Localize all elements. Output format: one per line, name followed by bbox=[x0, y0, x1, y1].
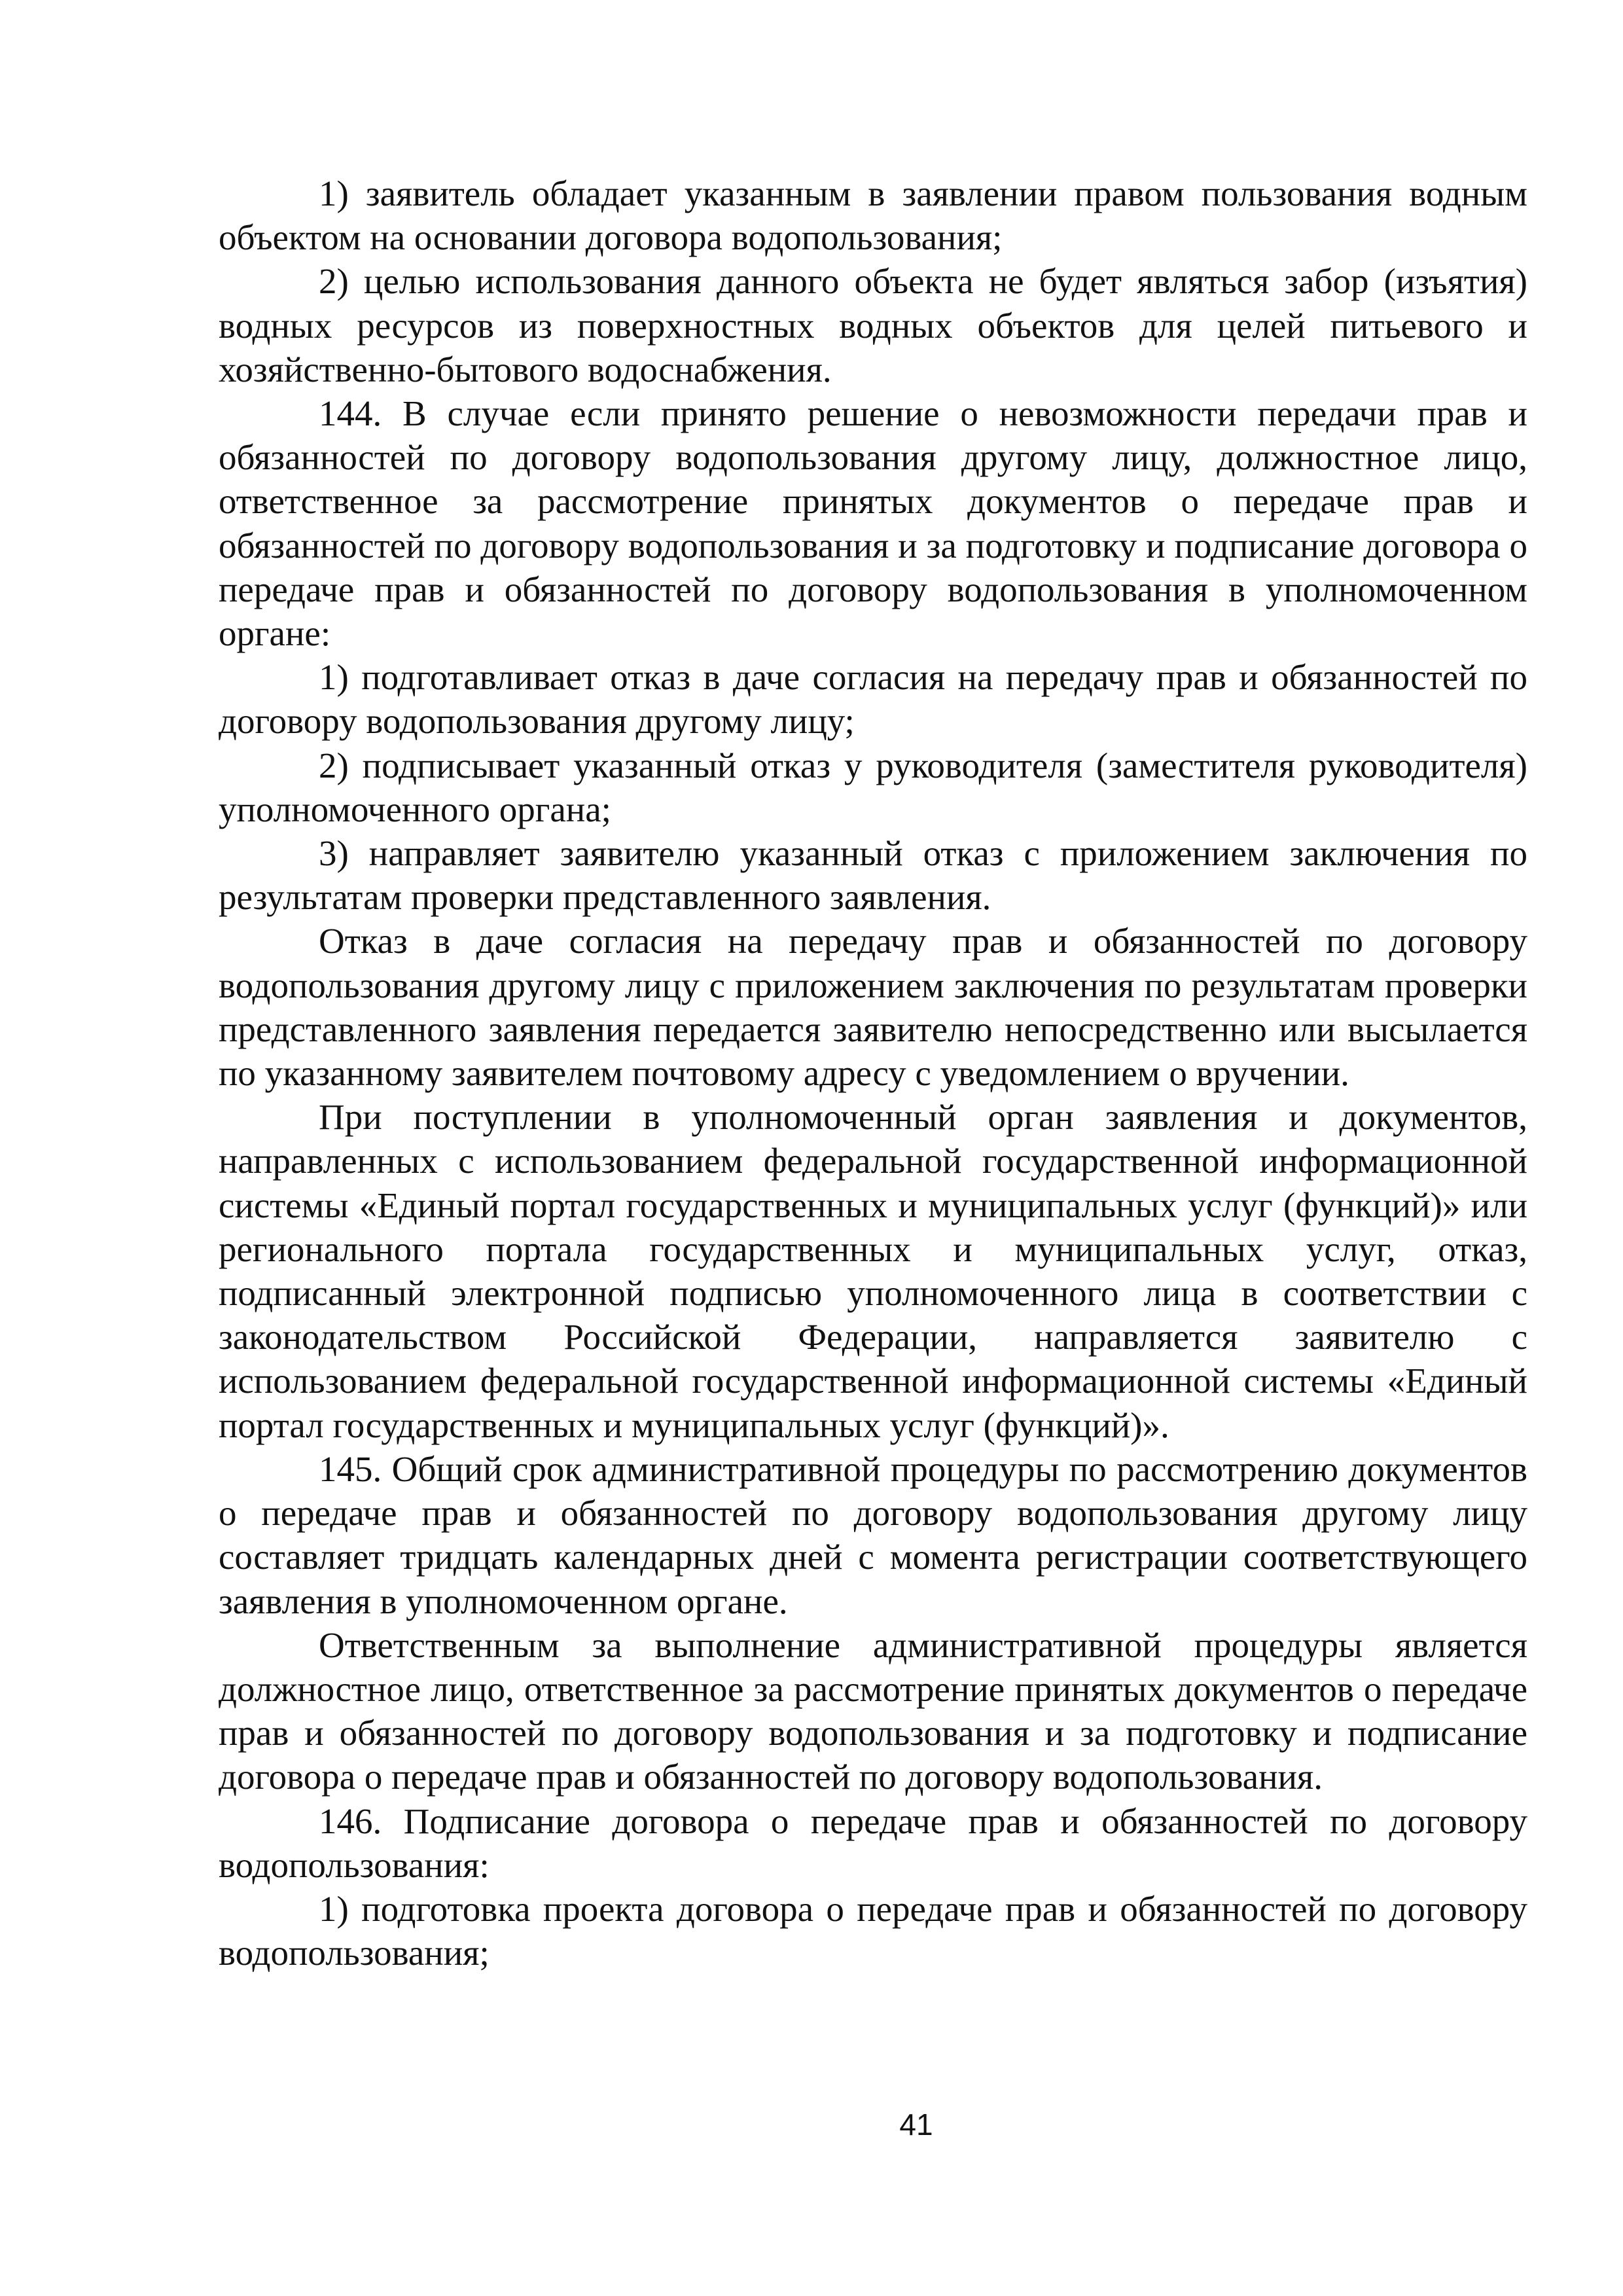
paragraph-electronic-delivery: При поступлении в уполномоченный орган заявления и документов, направленных с использованием федеральной государственной информационной системы «Единый портал государственных и муниципальных услуг (функций)» или регионального портала государственных и муниципальных услуг, отказ, подписанный электронной подписью уполномоченного лица в соответствии с законодательством Российской Федерации, направляется заявителю с использованием федеральной государственной информационной системы «Единый портал государственных и муниципальных услуг (функций)». bbox=[219, 1097, 1527, 1445]
paragraph-section-144: 144. В случае если принято решение о невозможности передачи прав и обязанностей по договору водопользования другому лицу, должностное лицо, ответственное за рассмотрение принятых документов о передаче прав и обязанностей по договору водопользования и за подготовку и подписание договора о передаче прав и обязанностей по договору водопользования в уполномоченном органе: bbox=[219, 393, 1527, 654]
paragraph-item-1: 1) заявитель обладает указанным в заявлении правом пользования водным объектом на основании договора водопользования; bbox=[219, 173, 1527, 258]
paragraph-refusal-delivery: Отказ в даче согласия на передачу прав и обязанностей по договору водопользования другому лицу с приложением заключения по результатам проверки представленного заявления передается заявителю непосредственно или высылается по указанному заявителем почтовому адресу с уведомлением о вручении. bbox=[219, 921, 1527, 1094]
paragraph-section-146: 146. Подписание договора о передаче прав и обязанностей по договору водопользования: bbox=[219, 1801, 1527, 1885]
paragraph-144-item-1: 1) подготавливает отказ в даче согласия на передачу прав и обязанностей по договору водопользования другому лицу; bbox=[219, 657, 1527, 742]
page-number: 41 bbox=[899, 2108, 933, 2142]
paragraph-item-2: 2) целью использования данного объекта не будет являться забор (изъятия) водных ресурсов из поверхностных водных объектов для целей питьевого и хозяйственно-бытового водоснабжения. bbox=[219, 261, 1527, 389]
paragraph-section-145: 145. Общий срок административной процедуры по рассмотрению документов о передаче прав и обязанностей по договору водопользования другому лицу составляет тридцать календарных дней с момента регистрации соответствующего заявления в уполномоченном органе. bbox=[219, 1448, 1527, 1621]
paragraph-144-item-2: 2) подписывает указанный отказ у руководителя (заместителя руководителя) уполномоченного органа; bbox=[219, 745, 1527, 829]
document-page bbox=[219, 171, 1527, 1975]
paragraph-responsible-person: Ответственным за выполнение административной процедуры является должностное лицо, ответственное за рассмотрение принятых документов о передаче прав и обязанностей по договору водопользования и за подготовку и подписание договора о передаче прав и обязанностей по договору водопользования. bbox=[219, 1624, 1527, 1797]
paragraph-144-item-3: 3) направляет заявителю указанный отказ с приложением заключения по результатам проверки представленного заявления. bbox=[219, 833, 1527, 918]
paragraph-146-item-1: 1) подготовка проекта договора о передаче прав и обязанностей по договору водопользования; bbox=[219, 1888, 1527, 1973]
